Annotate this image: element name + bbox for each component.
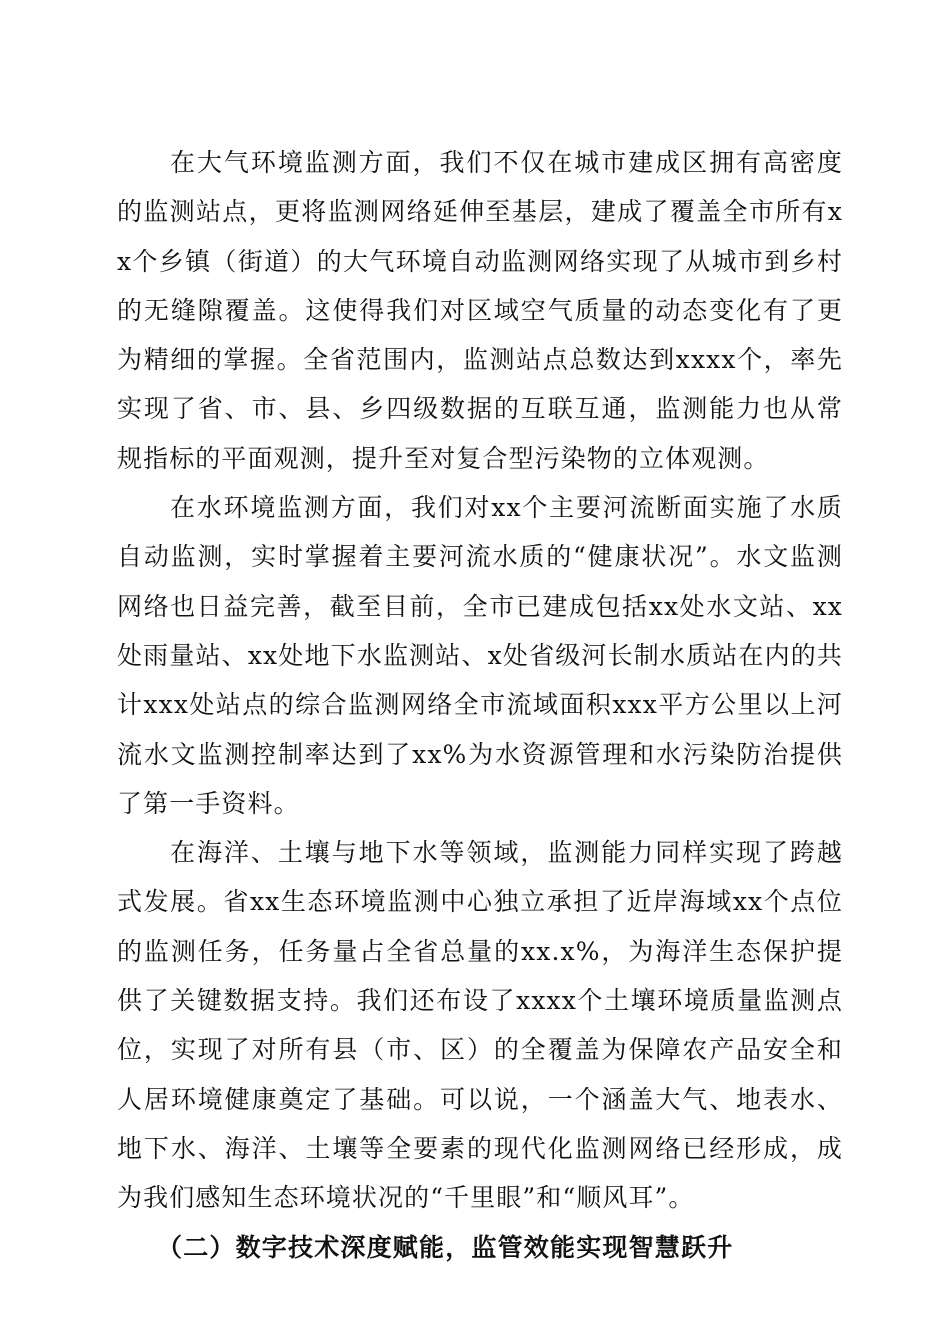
paragraph-water-monitoring: 在水环境监测方面，我们对xx个主要河流断面实施了水质自动监测，实时掌握着主要河流水质的“健康状况”。水文监测网络也日益完善，截至目前，全市已建成包括xx处水文站、xx处雨量站、xx处地下水监测站、x处省级河长制水质站在内的共计xxx处站点的综合监测网络全市流域面积xxx平方公里以上河流水文监测控制率达到了xx%为水资源管理和水污染防治提供了第一手资料。 xyxy=(117,493,843,818)
paragraph-ocean-soil-monitoring: 在海洋、土壤与地下水等领域，监测能力同样实现了跨越式发展。省xx生态环境监测中心独立承担了近岸海域xx个点位的监测任务，任务量占全省总量的xx.x%，为海洋生态保护提供了关键数据支持。我们还布设了xxxx个土壤环境质量监测点位，实现了对所有县（市、区）的全覆盖为保障农产品安全和人居环境健康奠定了基础。可以说，一个涵盖大气、地表水、地下水、海洋、土壤等全要素的现代化监测网络已经形成，成为我们感知生态环境状况的“千里眼”和“顺风耳”。 xyxy=(117,838,843,1213)
section-heading: （二）数字技术深度赋能，监管效能实现智慧跃升 xyxy=(157,1232,734,1262)
paragraph-air-monitoring: 在大气环境监测方面，我们不仅在城市建成区拥有高密度的监测站点，更将监测网络延伸至基层，建成了覆盖全市所有xx个乡镇（街道）的大气环境自动监测网络实现了从城市到乡村的无缝隙覆盖。这使得我们对区域空气质量的动态变化有了更为精细的掌握。全省范围内，监测站点总数达到xxxx个，率先实现了省、市、县、乡四级数据的互联互通，监测能力也从常规指标的平面观测，提升至对复合型污染物的立体观测。 xyxy=(117,148,843,473)
document-body xyxy=(117,138,843,1272)
